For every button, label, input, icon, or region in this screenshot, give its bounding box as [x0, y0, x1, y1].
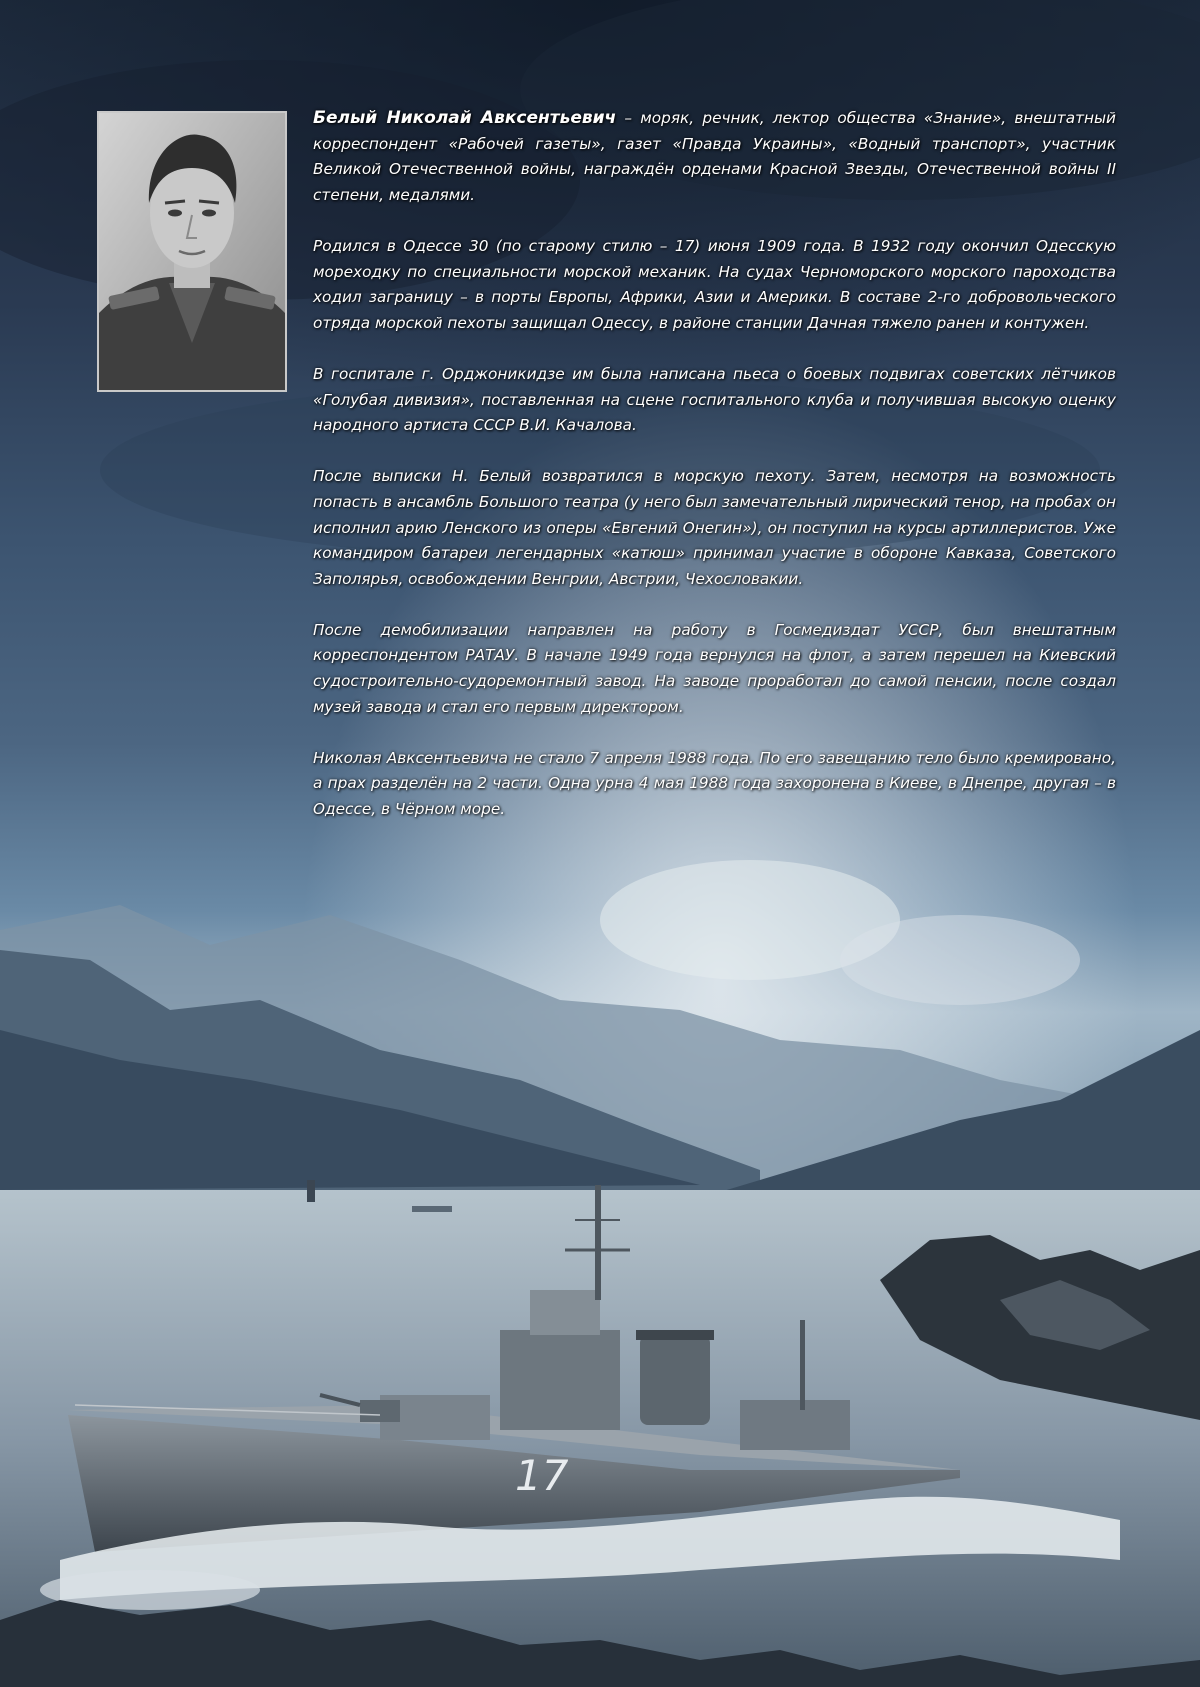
ship-funnel — [640, 1335, 710, 1425]
bio-intro-paragraph — [313, 106, 1116, 208]
ship-aft-structure — [740, 1400, 850, 1450]
bio-paragraph: После демобилизации направлен на работу в Госмедиздат УССР, был внештатным корреспондентом РАТАУ. В начале 1949 года вернулся на флот, а затем перешел на Киевский судостроительно-судоремонтный завод. На заводе проработал до самой пенсии, после создал музей завода и стал его первым директором. — [313, 620, 1116, 716]
submarine-tower — [307, 1180, 315, 1202]
bio-intro-text: – моряк, речник, лектор общества «Знание», внештатный корреспондент «Рабочей газеты», газет «Правда Украины», «Водный транспорт», участник Великой Отечественной войны, награждён орденами Красной Звезды, Отечественной войны II степени, медалями. — [313, 109, 1117, 204]
bio-paragraph: Николая Авксентьевича не стало 7 апреля 1988 года. По его завещанию тело было кремировано, а прах разделён на 2 части. Одна урна 4 мая 1988 года захоронена в Киеве, в Днепре, другая – в Одессе, в Чёрном море. — [313, 748, 1116, 819]
ship-gun-turret — [360, 1400, 400, 1422]
ship-hull-number: 17 — [515, 1451, 569, 1500]
bio-paragraph: После выписки Н. Белый возвратился в морскую пехоту. Затем, несмотря на возможность попасть в ансамбль Большого театра (у него был замечательный лирический тенор, на пробах он исполнил арию Ленского из оперы «Евгений Онегин»), он поступил на курсы артиллеристов. Уже командиром батареи легендарных «катюш» принимал участие в обороне Кавказа, Советского Заполярья, освобождении Венгрии, Австрии, Чехословакии. — [313, 467, 1116, 588]
ship-funnel-cap — [636, 1330, 714, 1340]
ship-bridge — [500, 1330, 620, 1430]
bio-paragraph: Родился в Одессе 30 (по старому стилю – 17) июня 1909 года. В 1932 году окончил Одесскую мореходку по специальности морской механик. На судах Черноморского морского пароходства ходил заграницу – в порты Европы, Африки, Азии и Америки. В составе 2-го добровольческого отряда морской пехоты защищал Одессу, в районе станции Дачная тяжело ранен и контужен. — [313, 236, 1116, 332]
distant-boat — [412, 1206, 452, 1212]
bio-paragraph: В госпитале г. Орджоникидзе им была написана пьеса о боевых подвигах советских лётчиков «Голубая дивизия», поставленная на сцене госпитального клуба и получившая высокую оценку народного артиста СССР В.И. Качалова. — [313, 364, 1116, 435]
light-cloud — [840, 915, 1080, 1005]
person-name: Белый Николай Авксентьевич — [313, 108, 617, 128]
ship-bridge-top — [530, 1290, 600, 1335]
biography-text — [313, 106, 1116, 848]
ship-foremast — [595, 1185, 601, 1300]
portrait-photo — [97, 111, 287, 392]
ship-mainmast — [800, 1320, 805, 1410]
